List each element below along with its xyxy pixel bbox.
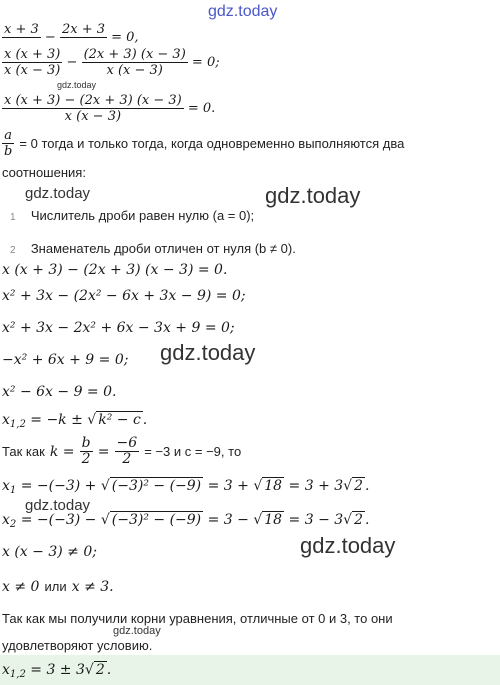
watermark-5: gdz.today — [25, 497, 91, 514]
ne-2: x ≠ 0 или x ≠ 3. — [2, 579, 114, 595]
conclusion-1: Так как мы получили корни уравнения, отличные от 0 и 3, то они — [2, 611, 393, 626]
watermark-2: gdz.today — [25, 185, 91, 202]
watermark-6: gdz.today — [300, 533, 396, 558]
watermark-top: gdz.today — [208, 3, 278, 20]
watermark-small-1: gdz.today — [57, 80, 97, 90]
line-1: x + 3 − 2x + 3 = 0, — [4, 22, 139, 45]
eq-5: x² − 6x − 9 = 0. — [2, 384, 117, 400]
list-item-2: 2 Знаменатель дроби отличен от нуля (b ≠ 0). — [10, 241, 296, 256]
line-2: $\frac{x (x + 3)}{x (x - 3)}$ − $\frac{(2x + 3) (x - 3)}{x (x - 3)}$ = 0; — [4, 47, 220, 78]
watermark-small-2: gdz.today — [113, 625, 161, 637]
eq-3: x² + 3x − 2x² + 6x − 3x + 9 = 0; — [2, 320, 235, 336]
eq-2: x² + 3x − (2x² − 6x + 3x − 9) = 0; — [2, 288, 246, 304]
watermark-3: gdz.today — [265, 183, 361, 208]
watermark-4: gdz.today — [160, 340, 256, 365]
condition-line: $\frac{a}{b}$ = 0 тогда и только тогда, когда одновременно выполняются два — [4, 128, 405, 159]
conclusion-2: удовлетворяют условию. — [2, 638, 153, 653]
eq-1: x (x + 3) − (2x + 3) (x − 3) = 0. — [2, 262, 228, 278]
x2-line: $x_2 = -(-3)$ − √ (−3)² − (−9) = 3 − √ 18 = 3 − 3√ 2 . — [2, 512, 370, 530]
x1-line: $x_1 = -(-3)$ + √ (−3)² − (−9) = 3 + √ 18 = 3 + 3√ 2 . — [2, 478, 370, 496]
k-line: Так как k = $\frac{b}{2}$ = $\frac{-6}{2}$ = −3 и c = −9, то — [2, 435, 242, 467]
eq-6: $x_{1,2} = -k$ ± √ k² − c . — [2, 412, 148, 430]
eq-4: −x² + 6x + 9 = 0; — [2, 352, 129, 368]
list-item-1: 1 Числитель дроби равен нулю (a = 0); — [10, 208, 255, 223]
condition-line-2: соотношения: — [2, 165, 86, 180]
ne-1: x (x − 3) ≠ 0; — [2, 544, 97, 560]
answer: $x_{1,2} = 3 \pm 3√$ 2 . — [2, 662, 112, 680]
line-3: $\frac{x (x + 3) - (2x + 3) (x - 3)}{x (x - 3)}$ = 0. — [4, 93, 216, 124]
